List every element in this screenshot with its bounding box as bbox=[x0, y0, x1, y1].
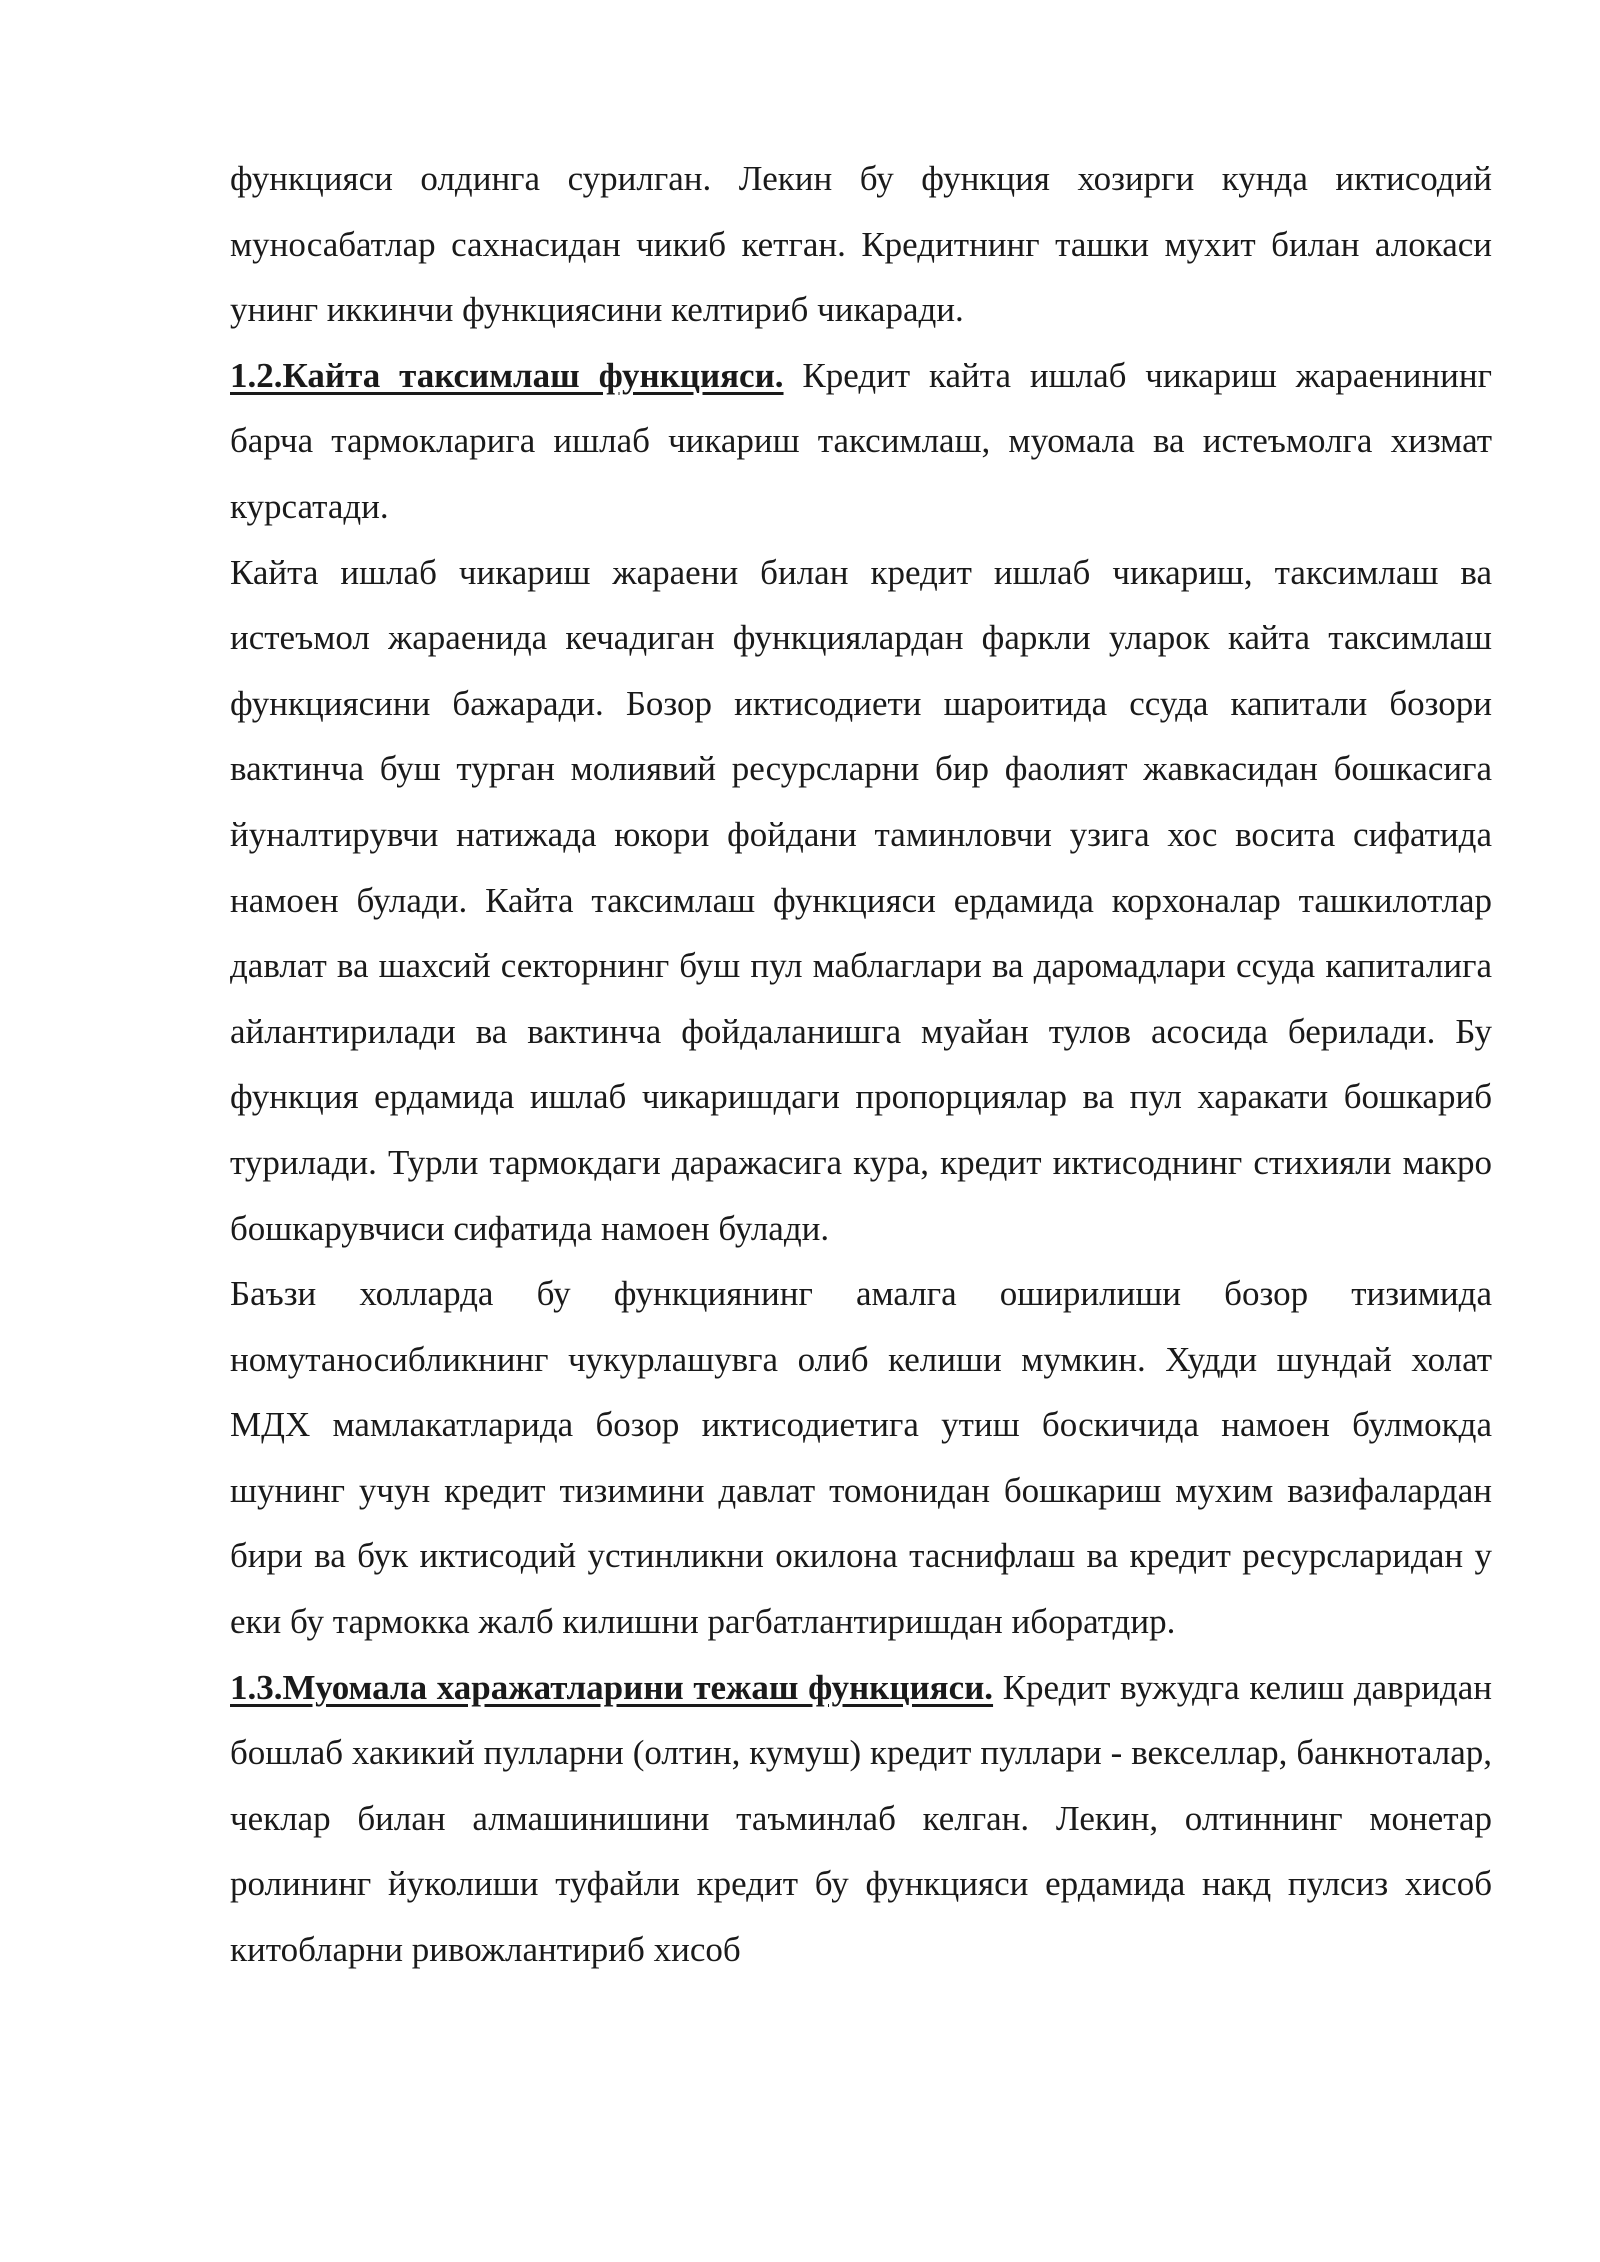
paragraph-5 bbox=[230, 1655, 1492, 1983]
section-heading-1-3: 1.3.Муомала харажатларини тежаш функцияси. bbox=[230, 1667, 994, 1707]
paragraph-3 bbox=[230, 540, 1492, 1262]
section-heading-1-2: 1.2.Кайта таксимлаш функцияси. bbox=[230, 355, 784, 395]
paragraph-5-text: Кредит вужудга келиш давридан бошлаб хакикий пулларни (олтин, кумуш) кредит пуллари - векселлар, банкноталар, чеклар билан алмашинишини таъминлаб келган. Лекин, олтиннинг монетар ролининг йуколиши туфайли кредит бу функцияси ердамида накд пулсиз хисоб китобларни ривожлантириб хисоб bbox=[230, 1667, 1493, 1970]
paragraph-2-text: Кредит кайта ишлаб чикариш жараенининг барча тармокларига ишлаб чикариш таксимлаш, муомала ва истеъмолга хизмат курсатади. bbox=[230, 355, 1492, 526]
paragraph-4 bbox=[230, 1261, 1492, 1655]
document-body bbox=[230, 146, 1492, 1983]
paragraph-4-text: Баъзи холларда бу функциянинг амалга оширилиши бозор тизимида номутаносибликнинг чукурлашувга олиб келиши мумкин. Худди шундай холат МДХ мамлакатларида бозор иктисодиетига утиш боскичида намоен булмокда шунинг учун кредит тизимини давлат томонидан бошкариш мухим вазифалардан бири ва бук иктисодий устинликни окилона таснифлаш ва кредит ресурсларидан у еки бу тармокка жалб килишни рагбатлантиришдан иборатдир. bbox=[230, 1274, 1492, 1642]
paragraph-1-text: функцияси олдинга сурилган. Лекин бу функция хозирги кунда иктисодий муносабатлар сахнасидан чикиб кетган. Кредитнинг ташки мухит билан алокаси унинг иккинчи функциясини келтириб чикаради. bbox=[230, 159, 1492, 330]
paragraph-1 bbox=[230, 146, 1492, 343]
paragraph-3-text: Кайта ишлаб чикариш жараени билан кредит ишлаб чикариш, таксимлаш ва истеъмол жараенида кечадиган функциялардан фаркли уларок кайта таксимлаш функциясини бажаради. Бозор иктисодиети шароитида ссуда капитали бозори вактинча буш турган молиявий ресурсларни бир фаолият жавкасидан бошкасига йуналтирувчи натижада юкори фойдани таминловчи узига хос восита сифатида намоен булади. Кайта таксимлаш функцияси ердамида корхоналар ташкилотлар давлат ва шахсий секторнинг буш пул маблаглари ва даромадлари ссуда капиталига айлантирилади ва вактинча фойдаланишга муайан тулов асосида берилади. Бу функция ердамида ишлаб чикаришдаги пропорциялар ва пул харакати бошкариб турилади. Турли тармокдаги даражасига кура, кредит иктисоднинг стихияли макро бошкарувчиси сифатида намоен булади. bbox=[230, 552, 1492, 1248]
paragraph-2 bbox=[230, 343, 1492, 540]
